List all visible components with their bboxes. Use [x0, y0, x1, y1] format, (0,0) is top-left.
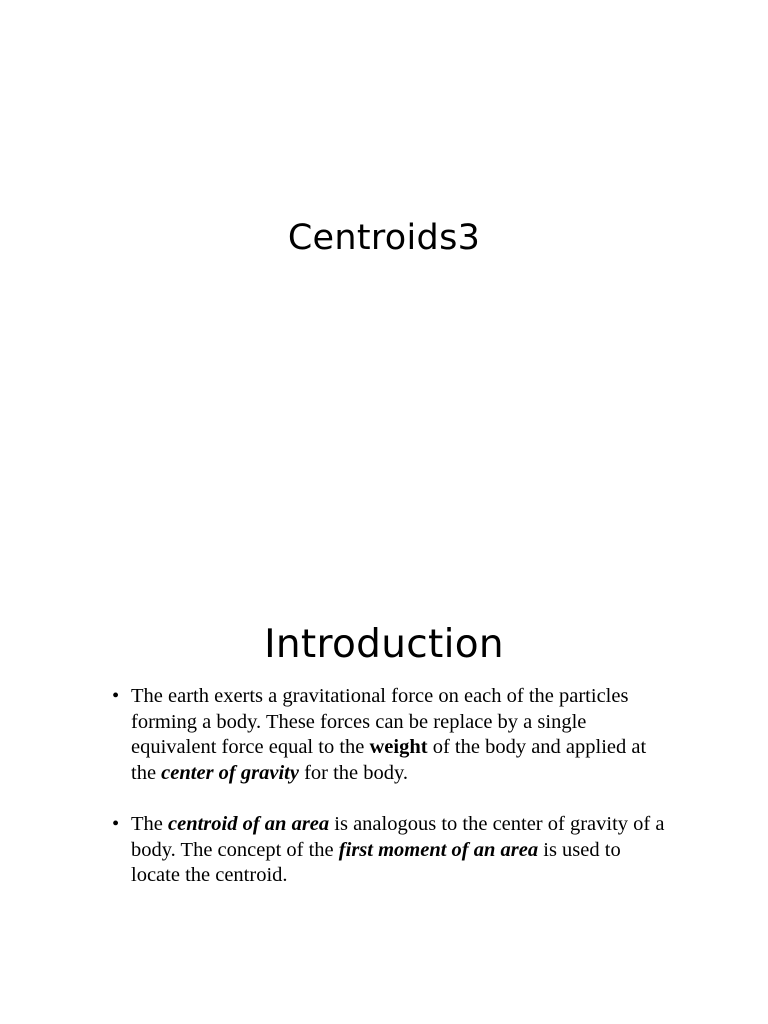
bullet-mark: • — [112, 685, 120, 707]
term-center-of-gravity: center of gravity — [161, 761, 299, 784]
term-centroid-of-an-area: centroid of an area — [168, 813, 330, 835]
bullet-mark: • — [112, 813, 120, 835]
slide-title-centroids: Centroids3 — [287, 218, 481, 258]
term-first-moment-of-an-area: first moment of an area — [338, 838, 539, 861]
term-weight: weight — [369, 736, 428, 758]
bullet-item-gravity — [112, 684, 672, 786]
bullet-text: The earth exerts a gravitational force on each of the particles forming a body. These forces can be replace by a single equivalent force equal to the — [131, 685, 629, 758]
bullet-text: of the body and applied at the — [131, 736, 647, 784]
bullet-text: is used to locate the centroid. — [131, 838, 621, 886]
bullet-item-centroid — [112, 812, 672, 889]
bullet-text: The — [131, 813, 168, 835]
bullet-text: for the body. — [298, 761, 409, 784]
slide-title-introduction: Introduction — [264, 622, 504, 667]
bullet-text: is analogous to the center of gravity of a body. The concept of the — [131, 813, 665, 861]
bullet-list — [112, 684, 672, 889]
